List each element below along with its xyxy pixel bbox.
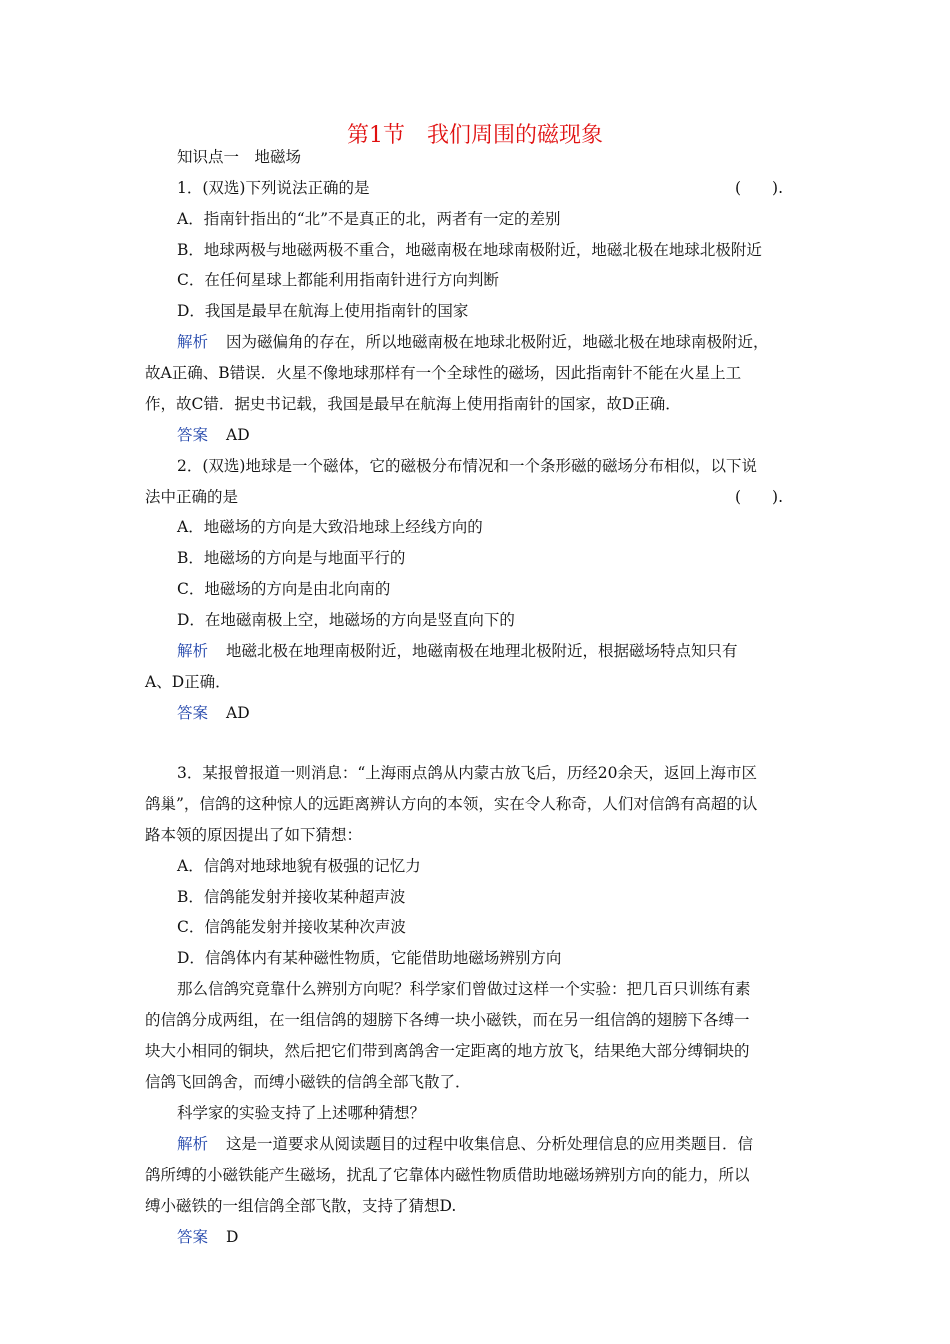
q1-option-d: D．我国是最早在航海上使用指南针的国家 — [177, 302, 469, 320]
q1-option-c: C．在任何星球上都能利用指南针进行方向判断 — [177, 271, 499, 289]
q2-option-d: D．在地磁南极上空，地磁场的方向是竖直向下的 — [177, 611, 515, 629]
q1-answer-blank: ( ). — [735, 179, 784, 197]
analysis-label: 解析 — [177, 333, 209, 351]
q3-stem-3: 路本领的原因提出了如下猜想： — [145, 826, 363, 844]
q3-answer: D — [226, 1228, 239, 1246]
q2-option-a: A．地磁场的方向是大致沿地球上经线方向的 — [177, 518, 483, 536]
q1-answer: AD — [226, 426, 250, 444]
page-title — [0, 120, 950, 152]
analysis-label: 解析 — [177, 1135, 209, 1153]
q3-answer-line — [177, 1226, 238, 1248]
section-heading: 我们周围的磁现象 — [426, 123, 603, 148]
knowledge-point-heading: 知识点一 地磁场 — [177, 148, 302, 166]
q3-paragraph-1: 那么信鸽究竟靠什么辨别方向呢？科学家们曾做过这样一个实验：把几百只训练有素 — [177, 980, 751, 998]
q1-option-b: B．地球两极与地磁两极不重合，地磁南极在地球南极附近，地磁北极在地球北极附近 — [177, 241, 762, 259]
q2-answer-blank: ( ). — [735, 488, 784, 506]
q1-analysis-line — [177, 331, 769, 353]
q1-analysis-text-1: 因为磁偏角的存在，所以地磁南极在地球北极附近，地磁北极在地球南极附近， — [226, 333, 769, 351]
q3-paragraph-3: 块大小相同的铜块，然后把它们带到离鸽舍一定距离的地方放飞，结果绝大部分缚铜块的 — [145, 1042, 750, 1060]
q1-stem: 1．(双选)下列说法正确的是 — [177, 179, 370, 197]
q3-option-c: C．信鸽能发射并接收某种次声波 — [177, 918, 406, 936]
q3-stem-1: 3．某报曾报道一则消息：“上海雨点鸽从内蒙古放飞后，历经20余天，返回上海市区 — [177, 764, 758, 782]
q1-answer-line — [177, 424, 250, 446]
q1-option-a: A．指南针指出的“北”不是真正的北，两者有一定的差别 — [177, 210, 561, 228]
q2-analysis-line — [177, 640, 738, 662]
q3-analysis-text-3: 缚小磁铁的一组信鸽全部飞散，支持了猜想D. — [145, 1197, 457, 1215]
q3-option-b: B．信鸽能发射并接收某种超声波 — [177, 888, 406, 906]
q3-analysis-text-2: 鸽所缚的小磁铁能产生磁场，扰乱了它靠体内磁性物质借助地磁场辨别方向的能力，所以 — [145, 1166, 750, 1184]
section-number: 第1节 — [346, 123, 405, 148]
q3-paragraph-2: 的信鸽分成两组，在一组信鸽的翅膀下各缚一块小磁铁，而在另一组信鸽的翅膀下各缚一 — [145, 1011, 750, 1029]
q2-stem-2: 法中正确的是 — [145, 488, 239, 506]
q2-option-b: B．地磁场的方向是与地面平行的 — [177, 549, 406, 567]
q3-option-d: D．信鸽体内有某种磁性物质，它能借助地磁场辨别方向 — [177, 949, 562, 967]
q2-answer-line — [177, 702, 250, 724]
q3-paragraph-4: 信鸽飞回鸽舍，而缚小磁铁的信鸽全部飞散了． — [145, 1073, 471, 1091]
analysis-label: 解析 — [177, 642, 209, 660]
answer-label: 答案 — [177, 704, 209, 722]
q2-analysis-text-1: 地磁北极在地理南极附近，地磁南极在地理北极附近，根据磁场特点知只有 — [226, 642, 738, 660]
q1-analysis-text-2: 故A正确、B错误．火星不像地球那样有一个全球性的磁场，因此指南针不能在火星上工 — [145, 364, 742, 382]
q2-answer: AD — [226, 704, 250, 722]
answer-label: 答案 — [177, 426, 209, 444]
q3-stem-2: 鸽巢”，信鸽的这种惊人的远距离辨认方向的本领，实在令人称奇，人们对信鸽有高超的认 — [145, 795, 758, 813]
q3-analysis-line — [177, 1133, 753, 1155]
answer-label: 答案 — [177, 1228, 209, 1246]
q3-analysis-text-1: 这是一道要求从阅读题目的过程中收集信息、分析处理信息的应用类题目．信 — [226, 1135, 754, 1153]
q3-question: 科学家的实验支持了上述哪种猜想？ — [177, 1104, 426, 1122]
q3-option-a: A．信鸽对地球地貌有极强的记忆力 — [177, 857, 421, 875]
q1-analysis-text-3: 作，故C错．据史书记载，我国是最早在航海上使用指南针的国家，故D正确． — [145, 395, 681, 413]
q2-option-c: C．地磁场的方向是由北向南的 — [177, 580, 391, 598]
q2-stem-1: 2．(双选)地球是一个磁体，它的磁极分布情况和一个条形磁的磁场分布相似，以下说 — [177, 457, 757, 475]
q2-analysis-text-2: A、D正确． — [145, 673, 231, 691]
